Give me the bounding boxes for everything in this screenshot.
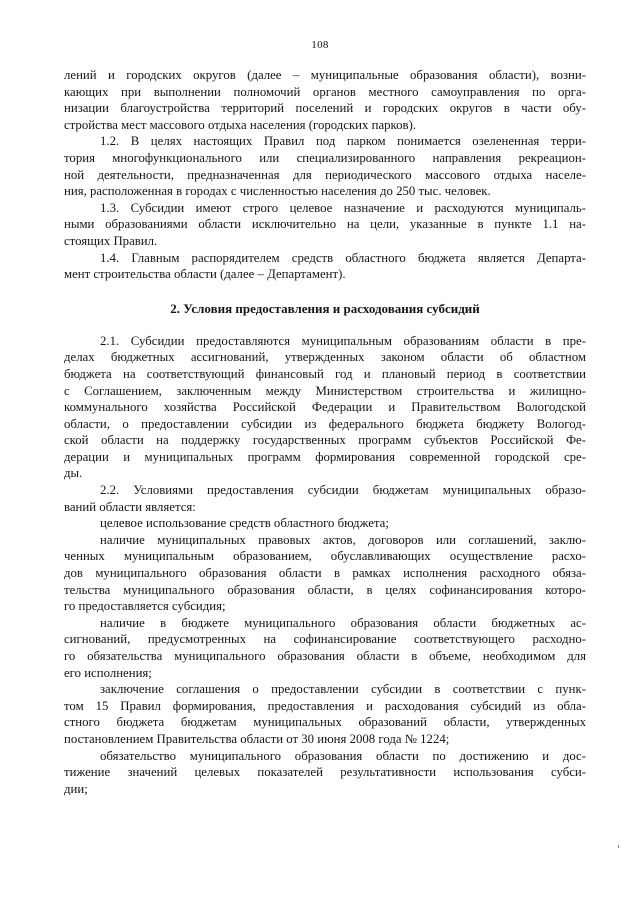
text-line: ваний области является: [64, 499, 196, 514]
text-line: стройства мест массового отдыха населения (городских парков). [64, 117, 417, 132]
text-line: тижение значений целевых показателей результативности использования субси- [64, 765, 586, 780]
page-number: 108 [311, 39, 329, 51]
text-line: 1.3. Субсидии имеют строго целевое назначение и расходуются муниципаль- [100, 200, 586, 215]
text-line: обязательство муниципального образования области по достижению и дос- [100, 748, 586, 763]
text-line: стоящих Правил. [64, 233, 158, 248]
section-heading: 2. Условия предоставления и расходования субсидий [170, 300, 480, 316]
text-line: дерации и муниципальных программ формирования современной городской сре- [64, 449, 586, 464]
text-line: коммунального хозяйства Российской Федерации и Правительством Вологодской [64, 400, 586, 415]
text-line: ными образованиями области исключительно на цели, указанные в пункте 1.1 на- [64, 217, 586, 232]
text-line: го предоставляется субсидия; [64, 599, 226, 614]
document-body [64, 67, 586, 797]
text-line: тория многофункционального или специализированного направления рекреацион- [64, 150, 586, 165]
text-line: ды. [64, 466, 83, 481]
text-line: лений и городских округов (далее – муниципальные образования области), возни- [64, 68, 586, 82]
text-line: ной деятельности, предназначенная для периодического массового отдыха населе- [64, 167, 586, 182]
text-line: дии; [64, 781, 88, 796]
text-line: целевое использование средств областного бюджета; [100, 516, 389, 531]
text-line: области, о предоставлении субсидии из федерального бюджета бюджету Вологод- [64, 416, 586, 431]
text-line: кающих при выполнении полномочий органов местного самоуправления по орга- [64, 84, 586, 99]
text-line: постановлением Правительства области от 30 июня 2008 года № 1224; [64, 731, 450, 746]
text-line: тельства муниципального образования области, в целях софинансирования которо- [64, 582, 586, 597]
text-line: 1.4. Главным распорядителем средств областного бюджета является Департа- [100, 250, 586, 265]
text-line: ченных муниципальным образованием, обуславливающих осуществление расхо- [64, 549, 586, 564]
text-line: заключение соглашения о предоставлении субсидии в соответствии с пунк- [100, 682, 586, 697]
text-line: том 15 Правил формирования, предоставления и расходования субсидий из обла- [64, 698, 586, 713]
text-line: бюджета на соответствующий финансовый год и плановый период в соответствии [64, 366, 586, 381]
text-line: наличие в бюджете муниципального образования области бюджетных ас- [100, 615, 586, 630]
text-line: дов муниципального образования области в рамках исполнения расходного обяза- [64, 566, 586, 581]
scan-artifact [618, 845, 619, 848]
text-line: мент строительства области (далее – Департамент). [64, 267, 346, 282]
text-line: наличие муниципальных правовых актов, договоров или соглашений, заклю- [100, 532, 586, 547]
text-line: стного бюджета бюджетам муниципальных образований области, утвержденных [64, 715, 586, 730]
text-line: низации благоустройства территорий поселений и городских округов в части обу- [64, 101, 586, 116]
text-line: с Соглашением, заключенным между Министерством строительства и жилищно- [64, 383, 586, 398]
text-line: 2.1. Субсидии предоставляются муниципальным образованиям области в пре- [100, 333, 586, 348]
section-2-paragraphs [64, 333, 586, 798]
text-line: сигнований, предусмотренных на софинансирование соответствующего расходно- [64, 632, 586, 647]
text-line: 1.2. В целях настоящих Правил под парком понимается озелененная терри- [100, 134, 586, 149]
text-line: ния, расположенная в городах с численностью населения до 250 тыс. человек. [64, 184, 491, 199]
text-line: делах бюджетных ассигнований, утвержденных законом области об областном [64, 350, 586, 365]
text-line: го обязательства муниципального образования области в объеме, необходимом для [64, 649, 586, 663]
text-line: ской области на поддержку государственных программ субъектов Российской Фе- [64, 433, 586, 448]
text-line: 2.2. Условиями предоставления субсидии бюджетам муниципальных образо- [100, 483, 586, 498]
section-1-paragraphs [64, 67, 586, 283]
text-line: его исполнения; [64, 665, 152, 680]
